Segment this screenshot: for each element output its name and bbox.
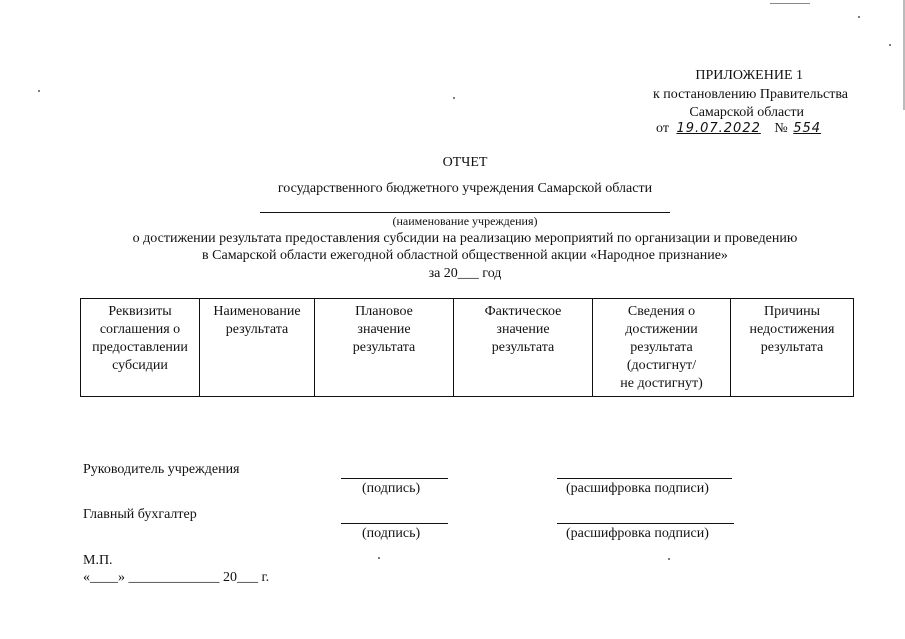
head-label: Руководитель учреждения <box>83 462 240 477</box>
column-planned-value: Плановое значение результата <box>315 299 454 397</box>
institution-caption: (наименование учреждения) <box>392 214 538 228</box>
appendix-line-2: Самарской области <box>689 105 804 120</box>
accountant-label: Главный бухгалтер <box>83 507 197 522</box>
scan-artifact-dot <box>668 558 670 560</box>
accountant-decoding-caption: (расшифровка подписи) <box>566 526 709 541</box>
scan-artifact-line <box>770 3 810 4</box>
date-handwritten: 19.07.2022 <box>676 121 761 136</box>
head-signature-line <box>341 478 448 479</box>
appendix-line-1: к постановлению Правительства <box>652 87 848 102</box>
accountant-signature-line <box>341 523 448 524</box>
report-period: за 20___ год <box>428 266 502 281</box>
scan-artifact-dot <box>378 557 380 559</box>
report-title: ОТЧЕТ <box>442 155 488 170</box>
column-actual-value: Фактическое значение результата <box>454 299 593 397</box>
appendix-title: ПРИЛОЖЕНИЕ 1 <box>695 68 803 83</box>
number-handwritten: 554 <box>793 121 822 136</box>
column-achievement-status: Сведения о достижении результата (достигнут/ не достигнут) <box>593 299 731 397</box>
appendix-date-row <box>656 121 821 137</box>
accountant-decoding-line <box>557 523 734 524</box>
accountant-signature-caption: (подпись) <box>362 526 421 541</box>
institution-type: государственного бюджетного учреждения Самарской области <box>277 181 653 196</box>
scan-artifact-dot <box>38 90 40 92</box>
report-table <box>80 298 854 397</box>
date-prefix: от <box>656 121 669 136</box>
purpose-line-2: в Самарской области ежегодной областной общественной акции «Народное признание» <box>202 248 728 263</box>
purpose-line-1: о достижении результата предоставления субсидии на реализацию мероприятий по организации и проведению <box>132 231 798 246</box>
head-signature-caption: (подпись) <box>362 481 421 496</box>
column-non-achievement-reasons: Причины недостижения результата <box>731 299 854 397</box>
number-prefix: № <box>774 121 788 136</box>
column-agreement-details: Реквизиты соглашения о предоставлении субсидии <box>81 299 200 397</box>
scan-artifact-dot <box>453 97 455 99</box>
scan-artifact-dot <box>858 16 860 18</box>
scan-artifact-dot <box>889 44 891 46</box>
stamp-label: М.П. <box>83 553 113 568</box>
institution-name-line <box>260 212 670 213</box>
date-line: «____» _____________ 20___ г. <box>83 570 270 585</box>
table-header-row <box>81 299 854 397</box>
head-decoding-line <box>557 478 732 479</box>
head-decoding-caption: (расшифровка подписи) <box>566 481 709 496</box>
column-result-name: Наименование результата <box>200 299 315 397</box>
